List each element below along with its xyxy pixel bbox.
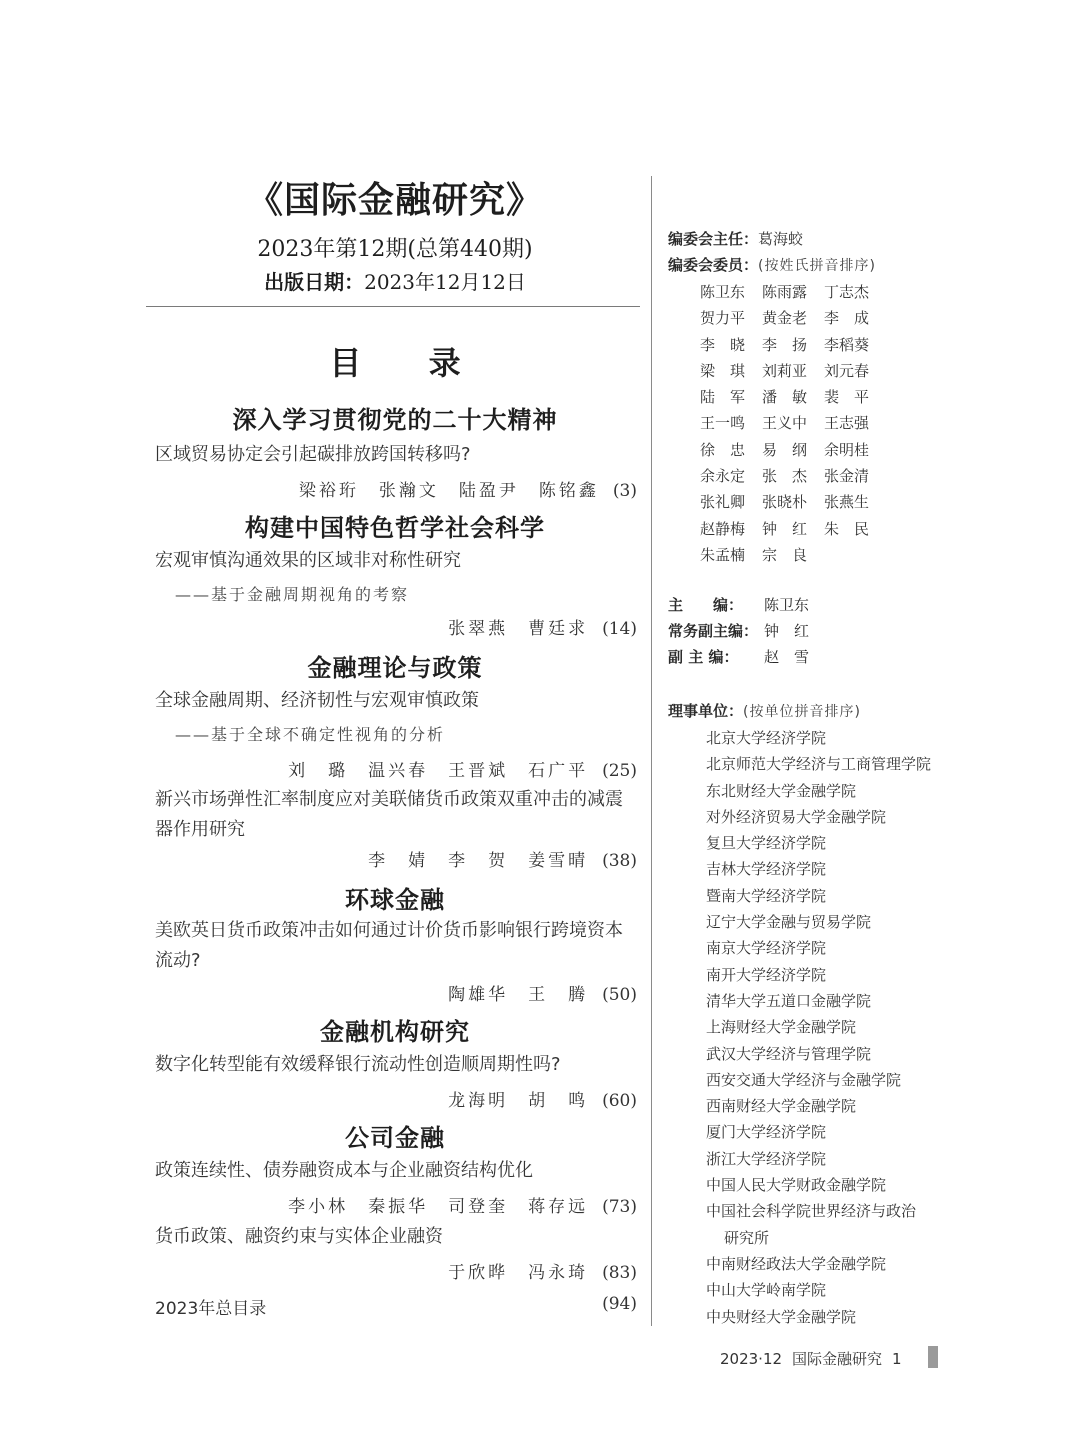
article-authors: 李 婧 李 贺 姜雪晴 (368, 851, 589, 871)
committee-chair (668, 228, 803, 249)
council-unit: 清华大学五道口金融学院 (706, 991, 872, 1010)
committee-member: 贺力平 (700, 309, 746, 328)
committee-members-label: 编委会委员： (668, 256, 759, 274)
council-unit: 北京师范大学经济与工商管理学院 (706, 755, 932, 774)
committee-member: 李稻葵 (824, 335, 870, 354)
article-authors: 陶雄华 王 腾 (448, 985, 589, 1005)
editor-in-chief (668, 594, 809, 615)
section-heading: 金融机构研究 (320, 1018, 470, 1046)
issue-line: 2023年第12期(总第440期) (257, 237, 533, 262)
committee-members-header (668, 254, 876, 275)
committee-member: 张晓朴 (762, 493, 808, 512)
council-note: (按单位拼音排序) (743, 704, 861, 720)
council-unit: 中山大学岭南学院 (706, 1281, 827, 1300)
article-page: (3) (612, 481, 637, 501)
article-page: (60) (602, 1091, 637, 1111)
editor-label: 副 主 编： (668, 648, 739, 666)
committee-member: 张金清 (824, 467, 870, 486)
article-authors: 梁裕珩 张瀚文 陆盈尹 陈铭鑫 (298, 481, 599, 501)
section-heading: 公司金融 (345, 1124, 445, 1152)
council-label: 理事单位： (668, 702, 744, 720)
council-unit: 厦门大学经济学院 (706, 1123, 827, 1142)
council-unit: 对外经济贸易大学金融学院 (706, 807, 887, 826)
council-unit: 辽宁大学金融与贸易学院 (706, 913, 872, 932)
council-unit: 北京大学经济学院 (706, 729, 827, 747)
committee-member: 钟 红 (762, 519, 808, 538)
council-unit: 南开大学经济学院 (706, 965, 827, 984)
council-unit: 上海财经大学金融学院 (706, 1018, 857, 1037)
article-page: (50) (602, 985, 637, 1005)
committee-member: 王一鸣 (700, 414, 746, 433)
committee-member: 张燕生 (824, 493, 870, 512)
article-subtitle: ——基于全球不确定性视角的分析 (175, 725, 446, 744)
committee-chair-name: 葛海蛟 (758, 230, 804, 248)
committee-member: 王志强 (824, 414, 870, 433)
article-authors-line (155, 614, 637, 639)
page-footer (720, 1348, 912, 1369)
article-title[interactable]: 政策连续性、债券融资成本与企业融资结构优化 (155, 1160, 533, 1181)
article-title[interactable]: 货币政策、融资约束与实体企业融资 (155, 1226, 443, 1247)
article-page: (14) (602, 619, 637, 639)
editor-label: 主 编： (668, 596, 744, 614)
council-unit: 南京大学经济学院 (706, 939, 827, 958)
section-heading: 环球金融 (345, 886, 445, 914)
section-heading: 金融理论与政策 (307, 654, 483, 682)
committee-member: 刘元春 (824, 361, 870, 380)
footer-date: 2023·12 (720, 1350, 783, 1368)
committee-member: 易 纲 (762, 440, 808, 459)
editor-name: 陈卫东 (764, 596, 810, 614)
committee-member: 潘 敏 (762, 388, 808, 407)
article-title[interactable]: 全球金融周期、经济韧性与宏观审慎政策 (155, 690, 479, 711)
article-authors: 龙海明 胡 鸣 (448, 1091, 589, 1111)
article-title[interactable]: 美欧英日货币政策冲击如何通过计价货币影响银行跨境资本流动? (155, 920, 623, 971)
article-authors: 李小林 秦振华 司登奎 蒋存远 (288, 1197, 589, 1217)
council-unit: 中南财经政法大学金融学院 (706, 1254, 887, 1273)
council-unit-list (706, 725, 956, 1330)
committee-member: 刘莉亚 (762, 361, 808, 380)
section-heading: 构建中国特色哲学社会科学 (245, 514, 545, 542)
column-divider (651, 176, 652, 1326)
committee-member: 徐 忠 (700, 440, 746, 459)
committee-member: 余永定 (700, 467, 746, 486)
article-authors-line (155, 846, 637, 871)
committee-member: 陈卫东 (700, 283, 746, 301)
council-unit: 中国人民大学财政金融学院 (706, 1176, 887, 1195)
article-authors-line (155, 1258, 637, 1283)
committee-member: 余明桂 (824, 440, 870, 459)
article-authors-line (155, 476, 637, 501)
executive-deputy-editor (668, 620, 809, 641)
article-title[interactable]: 宏观审慎沟通效果的区域非对称性研究 (155, 550, 461, 571)
article-title[interactable]: 数字化转型能有效缓释银行流动性创造顺周期性吗? (155, 1054, 561, 1075)
council-unit: 浙江大学经济学院 (706, 1149, 827, 1168)
article-authors-line (155, 1192, 637, 1217)
council-unit: 西南财经大学金融学院 (706, 1097, 857, 1116)
article-authors: 张翠燕 曹廷求 (448, 619, 589, 639)
committee-member: 朱孟楠 (700, 545, 746, 564)
header-rule (146, 306, 640, 307)
council-unit-continuation: 研究所 (724, 1228, 770, 1247)
committee-member: 陈雨露 (762, 283, 808, 301)
committee-member: 丁志杰 (824, 283, 870, 301)
committee-member: 张礼卿 (700, 493, 746, 512)
council-unit: 西安交通大学经济与金融学院 (706, 1070, 902, 1089)
total-toc-page: (94) (602, 1294, 637, 1314)
article-subtitle: ——基于金融周期视角的考察 (175, 585, 410, 604)
committee-member: 梁 琪 (700, 361, 746, 380)
committee-member: 李 成 (824, 309, 870, 328)
committee-member: 裴 平 (824, 388, 870, 407)
editor-name: 钟 红 (764, 622, 810, 640)
council-unit: 暨南大学经济学院 (706, 886, 827, 905)
committee-member: 李 晓 (700, 335, 746, 354)
editor-name: 赵 雪 (764, 648, 810, 666)
article-authors-line (155, 980, 637, 1005)
committee-member: 王义中 (762, 414, 808, 433)
publication-date-label: 出版日期： (264, 270, 365, 294)
deputy-editor (668, 646, 809, 667)
footer-page-number: 1 (892, 1350, 902, 1368)
total-toc-label[interactable]: 2023年总目录 (155, 1299, 267, 1319)
publication-date (148, 266, 642, 295)
section-heading: 深入学习贯彻党的二十大精神 (232, 406, 558, 434)
committee-chair-label: 编委会主任： (668, 230, 759, 248)
committee-members-note: (按姓氏拼音排序) (758, 258, 876, 274)
council-unit: 武汉大学经济与管理学院 (706, 1044, 872, 1063)
article-authors-line (155, 1086, 637, 1111)
council-unit: 复旦大学经济学院 (706, 834, 827, 853)
article-page: (38) (602, 851, 637, 871)
committee-member: 宗 良 (762, 545, 808, 564)
committee-member: 朱 民 (824, 519, 870, 538)
article-title[interactable]: 新兴市场弹性汇率制度应对美联储货币政策双重冲击的减震器作用研究 (155, 789, 623, 840)
council-unit: 中国社会科学院世界经济与政治 (706, 1202, 917, 1221)
council-unit: 中央财经大学金融学院 (706, 1307, 857, 1326)
council-header (668, 700, 861, 721)
footer-bar-mark (928, 1346, 938, 1368)
committee-member: 李 扬 (762, 335, 808, 354)
article-authors: 于欣晔 冯永琦 (448, 1263, 589, 1283)
publication-date-value: 2023年12月12日 (364, 270, 526, 294)
council-unit: 东北财经大学金融学院 (706, 781, 857, 800)
committee-member: 陆 军 (700, 388, 746, 407)
article-title[interactable]: 区域贸易协定会引起碳排放跨国转移吗? (155, 444, 471, 465)
committee-member: 黄金老 (762, 309, 808, 328)
journal-title: 《国际金融研究》 (246, 180, 543, 221)
article-authors-line (155, 756, 637, 781)
article-page: (73) (602, 1197, 637, 1217)
council-unit: 吉林大学经济学院 (706, 860, 827, 879)
committee-member-grid (700, 279, 900, 568)
editor-label: 常务副主编： (668, 622, 759, 640)
article-authors: 刘 璐 温兴春 王晋斌 石广平 (288, 761, 589, 781)
article-page: (25) (602, 761, 637, 781)
footer-journal: 国际金融研究 (792, 1350, 883, 1368)
committee-member: 张 杰 (762, 467, 808, 486)
article-page: (83) (602, 1263, 637, 1283)
committee-member: 赵静梅 (700, 519, 746, 538)
toc-heading: 目 录 (329, 344, 489, 382)
